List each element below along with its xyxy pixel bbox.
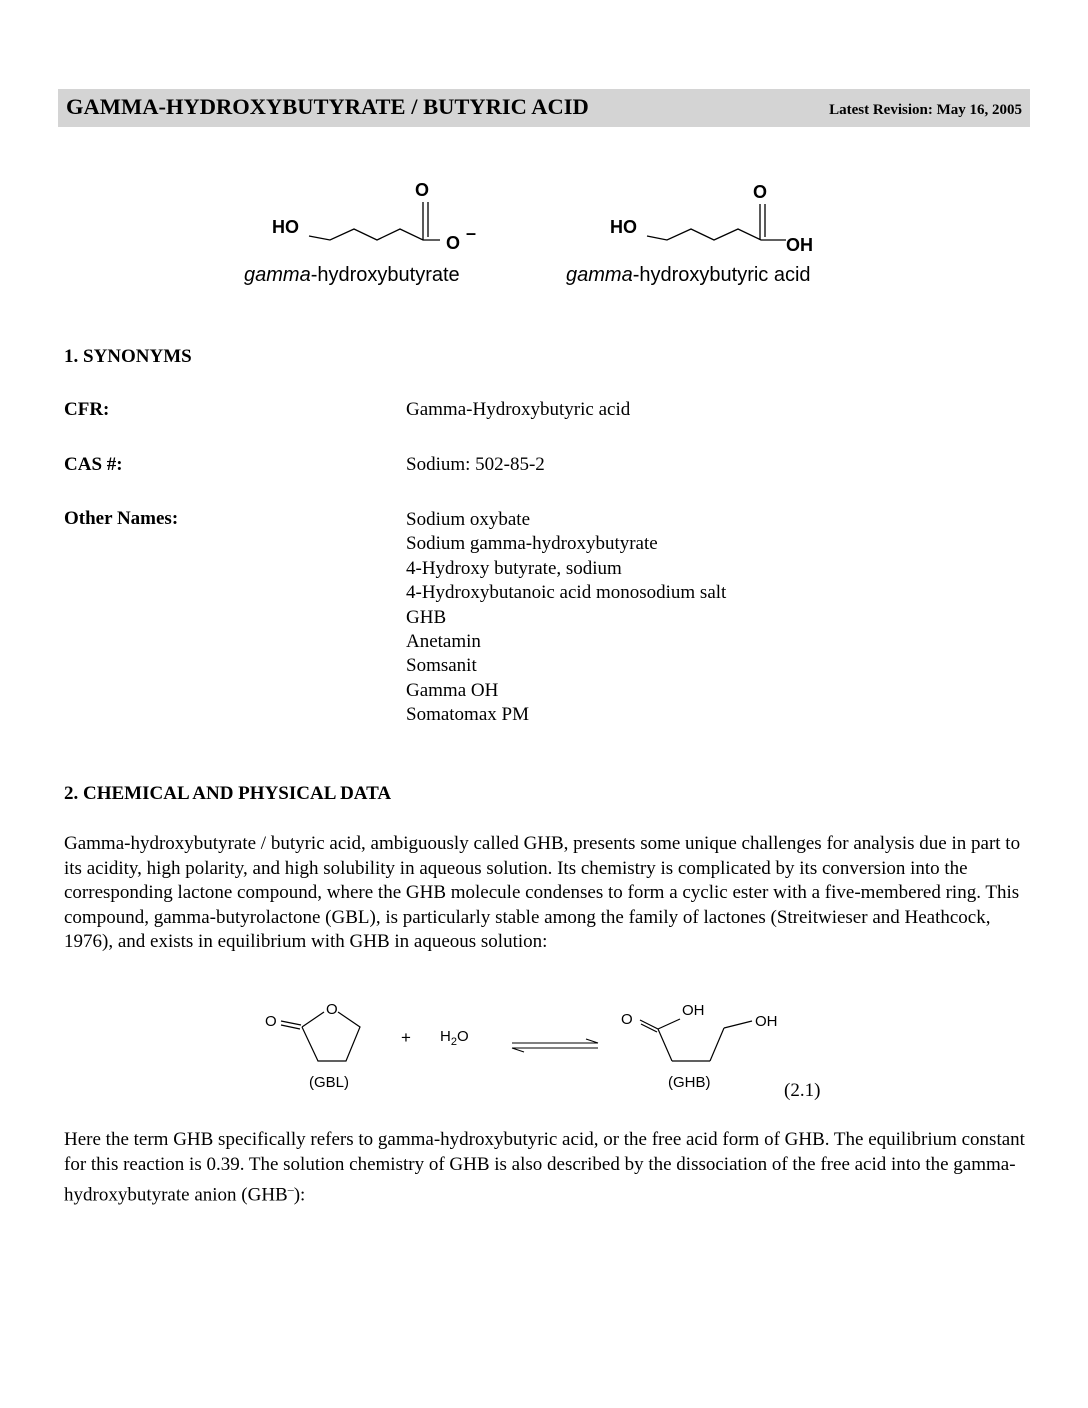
gbl-ring-oxygen: O: [326, 1001, 338, 1018]
paragraph-equilibrium: [64, 1128, 1034, 1208]
list-item: GHB: [406, 606, 447, 628]
list-item: Sodium oxybate: [406, 509, 531, 530]
cfr-value: Gamma-Hydroxybutyric acid: [406, 399, 631, 420]
list-item: 4-Hydroxybutanoic acid monosodium salt: [406, 582, 727, 604]
gbl-label: (GBL): [309, 1074, 350, 1091]
hydroxyl-label: HO: [610, 217, 637, 237]
revision-date: Latest Revision: May 16, 2005: [829, 102, 1022, 118]
page-title: GAMMA-HYDROXYBUTYRATE / BUTYRIC ACID: [66, 94, 589, 119]
list-item: 4-Hydroxy butyrate, sodium: [406, 557, 622, 579]
gbl-carbonyl-oxygen: O: [265, 1013, 277, 1030]
section-heading-synonyms: 1. SYNONYMS: [64, 346, 192, 367]
carbonyl-oxygen-label: O: [753, 182, 768, 202]
list-item: Sodium gamma-hydroxybutyrate: [406, 533, 658, 555]
structure-label-hydroxybutyrate: gamma-hydroxybutyrate: [244, 264, 460, 286]
structure-label-hydroxybutyric-acid: gamma-hydroxybutyric acid: [566, 264, 811, 286]
plus-sign: +: [401, 1028, 411, 1047]
ghb-carbonyl-oxygen: O: [621, 1011, 633, 1028]
ghb-label: (GHB): [668, 1074, 711, 1091]
cas-label: CAS #:: [64, 454, 123, 475]
acid-hydroxyl-label: OH: [786, 235, 813, 255]
ghb-acid-hydroxyl: OH: [682, 1002, 705, 1019]
other-names-label: Other Names:: [64, 508, 179, 529]
negative-charge: –: [466, 223, 477, 243]
cas-value: Sodium: 502-85-2: [406, 454, 545, 475]
cfr-label: CFR:: [64, 399, 110, 420]
paragraph-equilibrium-text: Here the term GHB specifically refers to gamma-hydroxybutyric acid, or the free acid form of GHB. The equilibrium constant for this reaction is 0.39. The solution chemistry of GHB is also described by the dissociation of the free acid into the gamma-hydroxybutyrate anion (GHB–):: [64, 1129, 1025, 1206]
list-item: Anetamin: [406, 631, 481, 653]
ghb-terminal-hydroxyl: OH: [755, 1013, 778, 1030]
hydroxyl-label: HO: [272, 217, 299, 237]
equation-number: (2.1): [784, 1080, 821, 1101]
carbonyl-oxygen-label: O: [415, 180, 430, 200]
list-item: Somsanit: [406, 655, 477, 677]
list-item: Somatomax PM: [406, 704, 529, 726]
carboxylate-oxygen-label: O: [446, 233, 461, 253]
list-item: Gamma OH: [406, 679, 499, 701]
water-formula: $H_2O$: [440, 1028, 469, 1048]
paragraph-intro-text: Gamma-hydroxybutyrate / butyric acid, ambiguously called GHB, presents some unique challenges for analysis due in part to its acidity, high polarity, and high solubility in aqueous solution. Its chemistry is complicated by its conversion into the corresponding lactone compound, where the GHB molecule condenses to form a cyclic ester with a five-membered ring. This compound, gamma-butyrolactone (GBL), is particularly stable among the family of lactones (Streitwieser and Heathcock, 1976), and exists in equilibrium with GHB in aqueous solution:: [64, 833, 1021, 952]
section-heading-chemical-data: 2. CHEMICAL AND PHYSICAL DATA: [64, 783, 392, 804]
